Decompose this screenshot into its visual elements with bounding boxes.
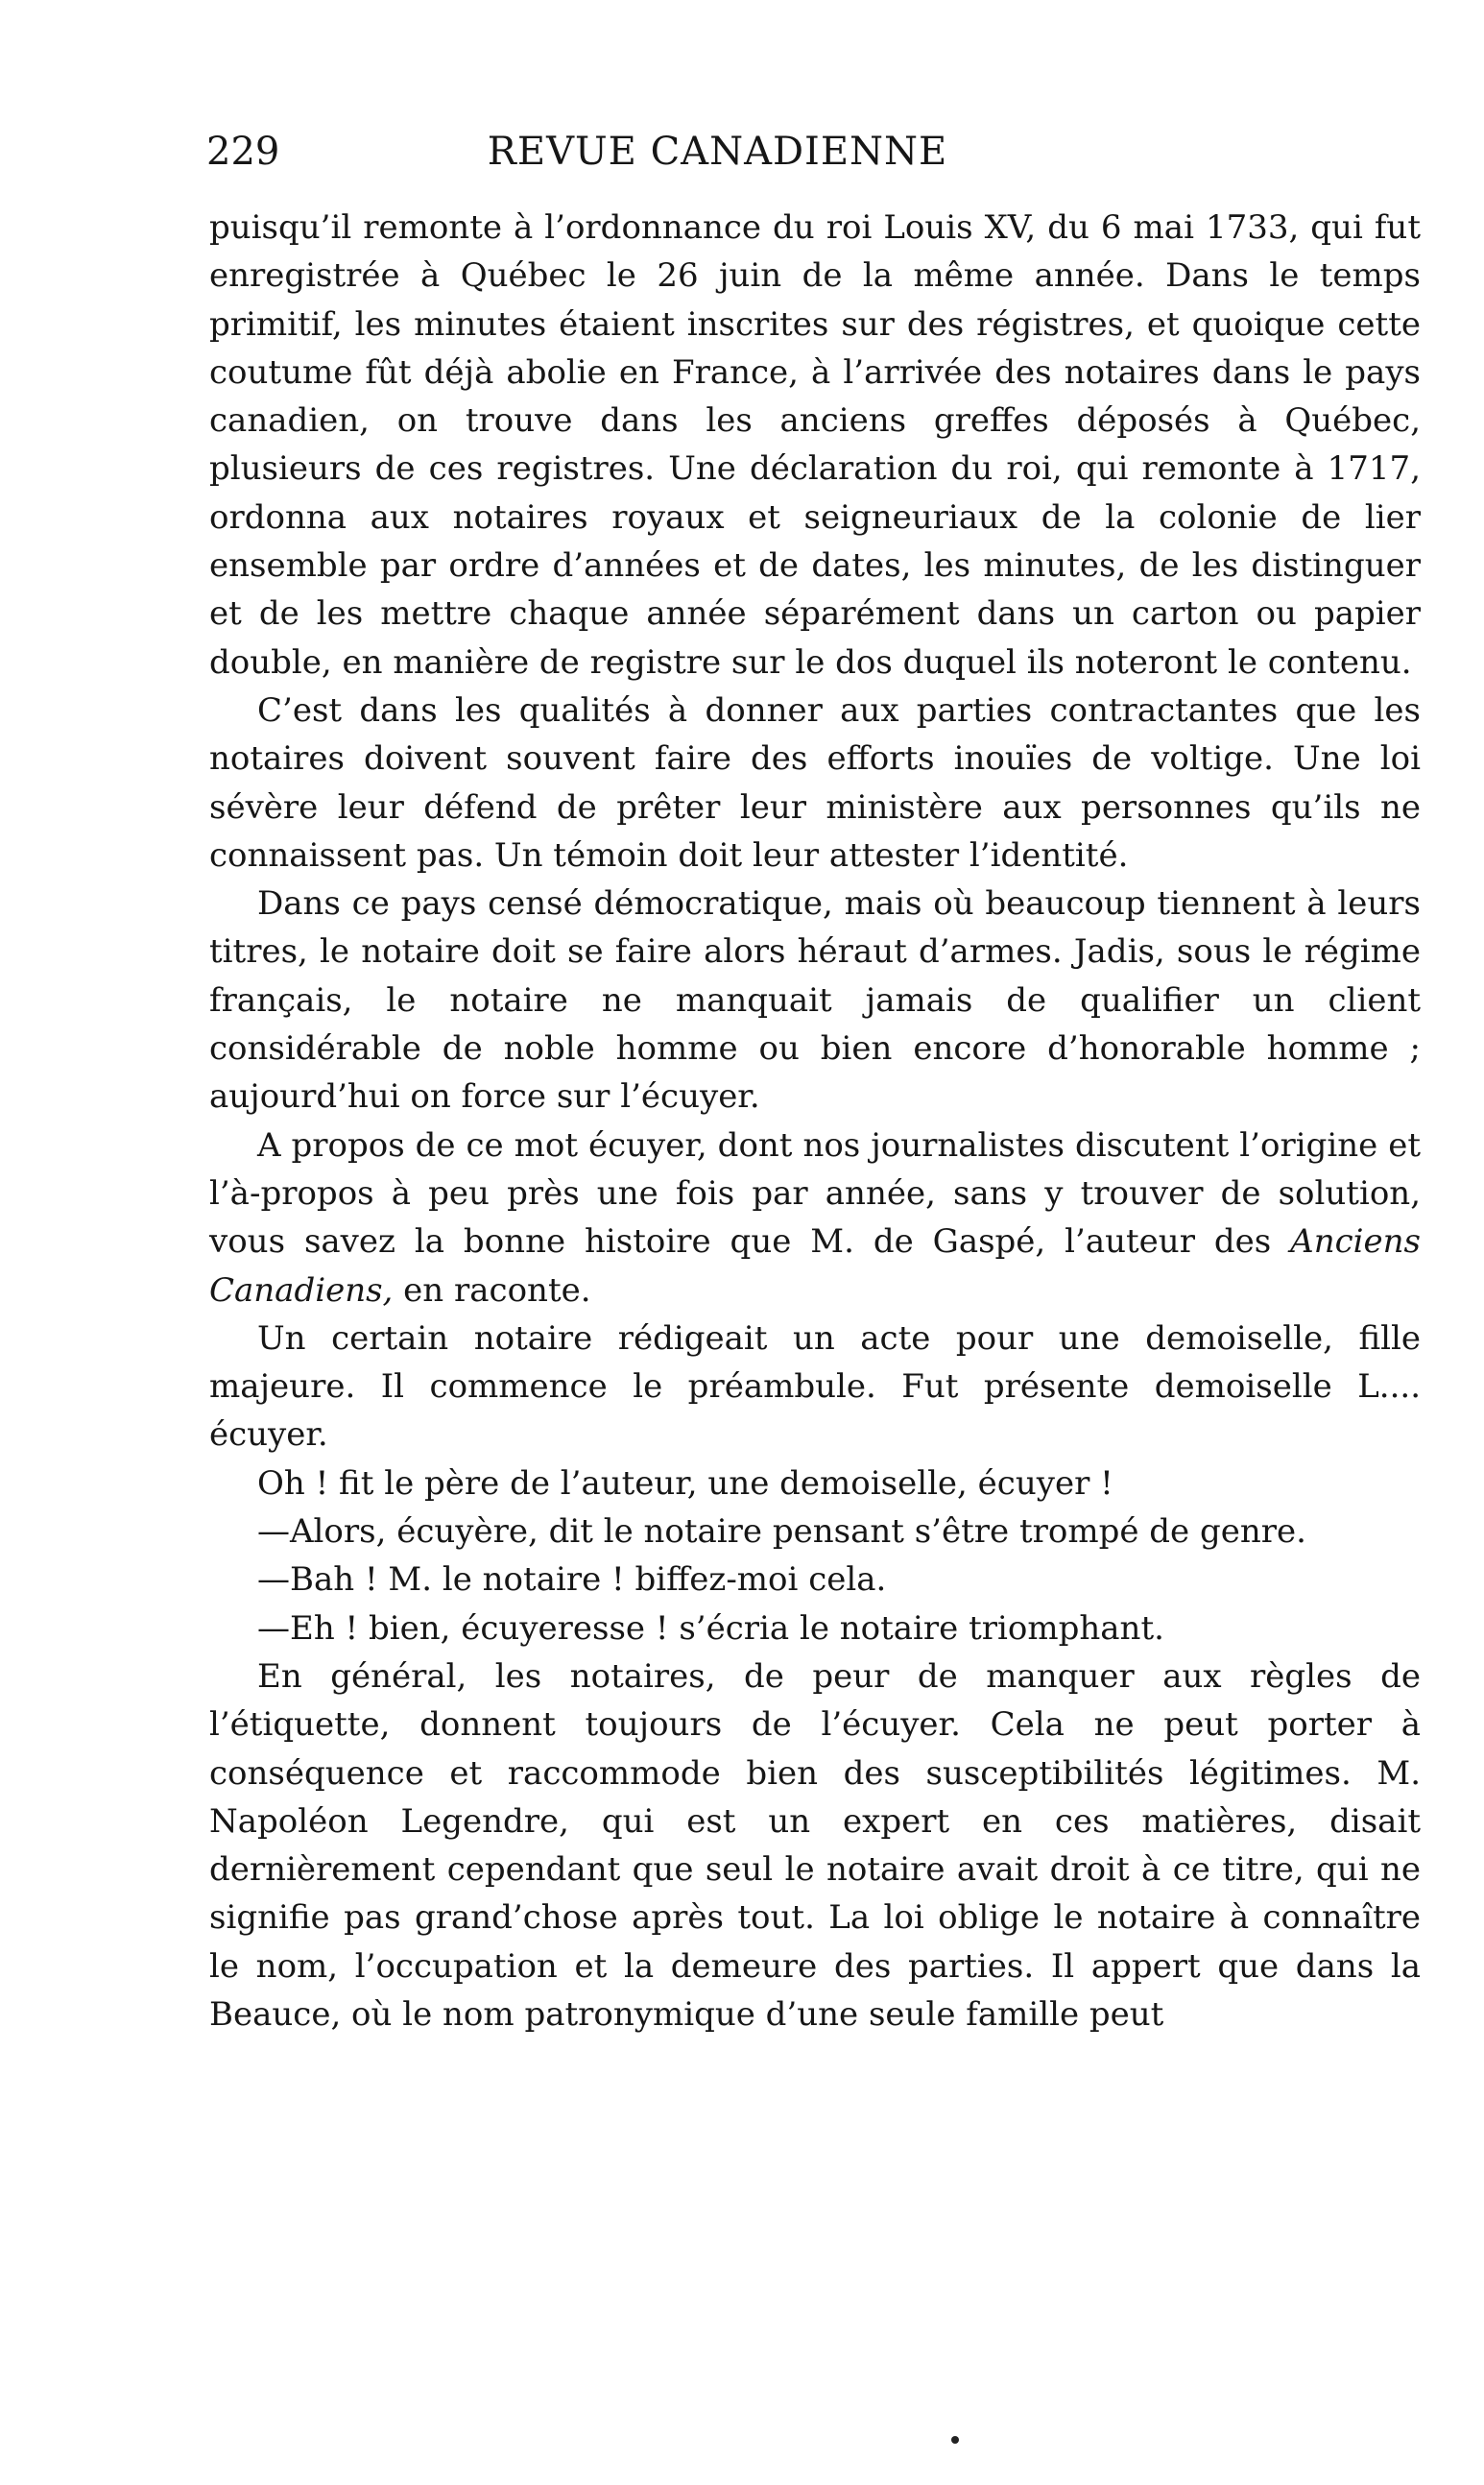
running-title: REVUE CANADIENNE (487, 130, 948, 174)
paragraph-ecuyer (209, 1122, 1421, 1315)
page-header (206, 123, 1416, 181)
ecuyer-text-before: A propos de ce mot écuyer, dont nos journalistes discutent l’origine et l’à-propos à peu près une fois par année, sans y trouver de solution, vous savez la bonne histoire que M. de Gaspé, l’auteur des (209, 1125, 1421, 1262)
paragraph-en-general: En général, les notaires, de peur de manquer aux règles de l’étiquette, donnent toujours de l’écuyer. Cela ne peut porter à conséquence et raccommode bien des susceptibilités légitimes. M. Napoléon Legendre, qui est un expert en ces matières, disait dernièrement cependant que seul le notaire avait droit à ce titre, qui ne signifie pas grand’chose après tout. La loi oblige le notaire à connaître le nom, l’occupation et la demeure des parties. Il appert que dans la Beauce, où le nom patronymique d’une seule famille peut (209, 1656, 1421, 2034)
dialogue-line-2: —Alors, écuyère, dit le notaire pensant s’être trompé de genre. (257, 1512, 1306, 1552)
dialogue-line-1: Oh ! fit le père de l’auteur, une demoiselle, écuyer ! (257, 1463, 1113, 1503)
paragraph-qualites: C’est dans les qualités à donner aux parties contractantes que les notaires doivent souvent faire des efforts inouïes de voltige. Une loi sévère leur défend de prêter leur ministère aux personnes qu’ils ne connaissent pas. Un témoin doit leur attester l’identité. (209, 690, 1421, 875)
book-title: Anciens Canadiens, (209, 1222, 1421, 1310)
paragraph-democratique: Dans ce pays censé démocratique, mais où beaucoup tiennent à leurs titres, le notaire doit se faire alors héraut d’armes. Jadis, sous le régime français, le notaire ne manquait jamais de qualifier un client considérable de noble homme ou bien encore d’honorable homme ; aujourd’hui on force sur l’écuyer. (209, 884, 1421, 1117)
paragraph-anecdote: Un certain notaire rédigeait un acte pour une demoiselle, fille majeure. Il commence le préambule. Fut présente demoiselle L.... écuyer. (209, 1318, 1421, 1455)
dialogue-line-3: —Bah ! M. le notaire ! biffez-moi cela. (257, 1560, 887, 1600)
page-number: 229 (206, 130, 280, 174)
paragraph-ordonnance: puisqu’il remonte à l’ordonnance du roi Louis XV, du 6 mai 1733, qui fut enregistrée à Québec le 26 juin de la même année. Dans le temps primitif, les minutes étaient inscrites sur des régistres, et quoique cette coutume fût déjà abolie en France, à l’arrivée des notaires dans le pays canadien, on trouve dans les anciens greffes déposés à Québec, plusieurs de ces registres. Une déclaration du roi, qui remonte à 1717, ordonna aux notaires royaux et seigneuriaux de la colonie de lier ensemble par ordre d’années et de dates, les minutes, de les distinguer et de les mettre chaque année séparément dans un carton ou papier double, en manière de registre sur le dos duquel ils noteront le contenu. (209, 208, 1421, 682)
ecuyer-text-after: en raconte. (393, 1270, 591, 1310)
dialogue-line-4: —Eh ! bien, écuyeresse ! s’écria le notaire triomphant. (257, 1608, 1164, 1648)
page-mark-dot (951, 2436, 959, 2444)
body-text (209, 204, 1421, 2039)
